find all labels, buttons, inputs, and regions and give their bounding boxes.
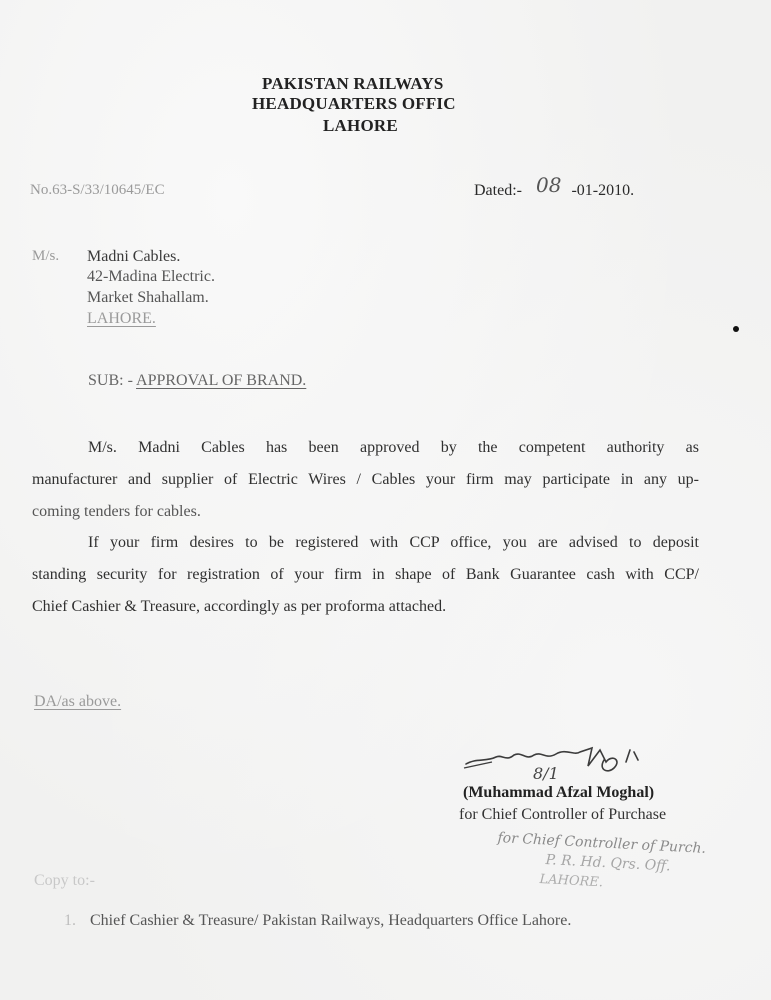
copy-to-item-text: Chief Cashier & Treasure/ Pakistan Railways, Headquarters Office Lahore. bbox=[90, 912, 572, 929]
para2-line-3: Chief Cashier & Treasure, accordingly as per proforma attached. bbox=[32, 598, 447, 615]
recipient-line-1: Madni Cables. bbox=[87, 248, 181, 265]
para2-line-2: standing security for registration of your firm in shape of Bank Guarantee cash with CCP/ bbox=[32, 566, 699, 583]
signatory-name: (Muhammad Afzal Moghal) bbox=[463, 784, 655, 801]
recipient-prefix: M/s. bbox=[32, 248, 60, 264]
office-stamp-line-2: P. R. Hd. Qrs. Off. bbox=[545, 852, 671, 875]
office-stamp-line-1: for Chief Controller of Purch. bbox=[497, 830, 707, 857]
recipient-line-3: Market Shahallam. bbox=[87, 289, 209, 306]
signatory-designation: for Chief Controller of Purchase bbox=[459, 806, 667, 823]
copy-to-label: Copy to:- bbox=[34, 872, 95, 889]
date-handwritten-day: 08 bbox=[535, 173, 562, 197]
office-stamp-line-3: LAHORE. bbox=[539, 872, 604, 891]
para1-line-3: coming tenders for cables. bbox=[32, 503, 201, 520]
reference-number: No.63-S/33/10645/EC bbox=[30, 182, 165, 198]
letterhead-line-3: LAHORE bbox=[323, 116, 398, 135]
subject-text: APPROVAL OF BRAND. bbox=[136, 372, 307, 389]
para2-line-1: If your firm desires to be registered with CCP office, you are advised to deposit bbox=[88, 534, 699, 551]
date-line bbox=[474, 173, 635, 200]
signature-scribble-icon bbox=[462, 740, 662, 780]
letterhead-line-1: PAKISTAN RAILWAYS bbox=[262, 74, 444, 93]
body-paragraph-2 bbox=[32, 527, 699, 623]
para1-line-2: manufacturer and supplier of Electric Wires / Cables your firm may participate in any up- bbox=[32, 471, 699, 488]
para1-line-1: M/s. Madni Cables has been approved by the competent authority as bbox=[88, 439, 699, 456]
copy-to-item-number: 1. bbox=[64, 912, 76, 929]
subject-label: SUB: - bbox=[88, 372, 133, 389]
recipient-line-2: 42-Madina Electric. bbox=[87, 268, 215, 285]
date-label: Dated:- bbox=[474, 182, 522, 199]
date-rest: -01-2010. bbox=[571, 182, 635, 199]
letterhead-line-2: HEADQUARTERS OFFIC bbox=[252, 94, 456, 113]
signature-date: 8/1 bbox=[533, 764, 559, 783]
recipient-line-4: LAHORE. bbox=[87, 310, 156, 327]
handwritten-signature bbox=[462, 740, 662, 780]
body-paragraph-1 bbox=[32, 432, 699, 528]
ink-speck bbox=[733, 326, 739, 332]
enclosure-note: DA/as above. bbox=[34, 693, 122, 710]
subject-line bbox=[88, 372, 306, 390]
